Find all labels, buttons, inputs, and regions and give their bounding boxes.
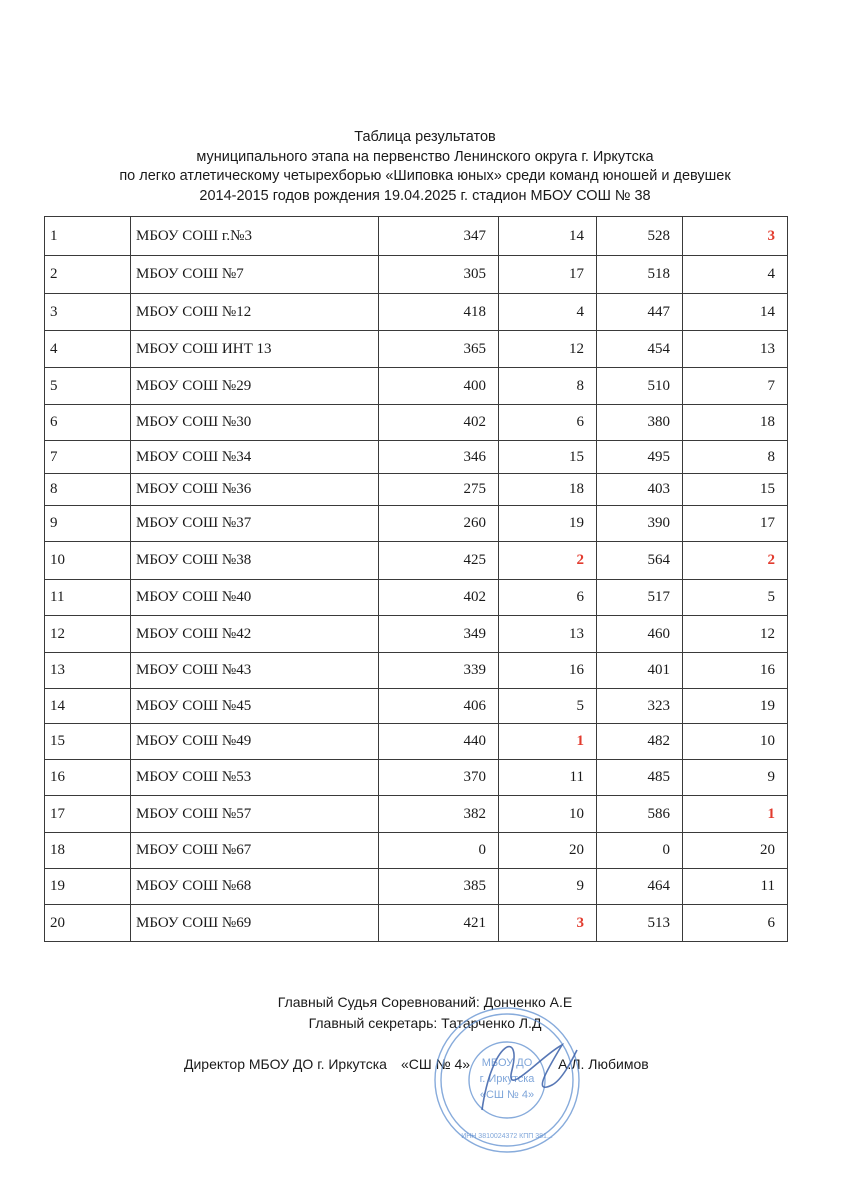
row-number: 10	[45, 542, 131, 580]
girls-place: 11	[683, 869, 788, 905]
boys-place: 11	[499, 760, 597, 796]
school-name: МБОУ СОШ №38	[131, 542, 379, 580]
girls-score: 517	[597, 580, 683, 616]
school-name: МБОУ СОШ №69	[131, 905, 379, 942]
school-name: МБОУ СОШ №42	[131, 616, 379, 653]
boys-place: 8	[499, 368, 597, 405]
table-row	[45, 580, 788, 616]
row-number: 7	[45, 441, 131, 474]
girls-place: 13	[683, 331, 788, 368]
girls-score: 586	[597, 796, 683, 833]
boys-score: 402	[379, 580, 499, 616]
document-header	[0, 128, 850, 206]
girls-score: 464	[597, 869, 683, 905]
girls-place: 14	[683, 294, 788, 331]
boys-score: 370	[379, 760, 499, 796]
boys-score: 260	[379, 506, 499, 542]
boys-score: 385	[379, 869, 499, 905]
boys-place: 3	[499, 905, 597, 942]
girls-score: 528	[597, 217, 683, 256]
girls-place: 12	[683, 616, 788, 653]
boys-place: 12	[499, 331, 597, 368]
table-row	[45, 724, 788, 760]
girls-place: 2	[683, 542, 788, 580]
boys-score: 339	[379, 653, 499, 689]
girls-place: 20	[683, 833, 788, 869]
girls-score: 513	[597, 905, 683, 942]
boys-score: 425	[379, 542, 499, 580]
school-name: МБОУ СОШ №29	[131, 368, 379, 405]
boys-place: 15	[499, 441, 597, 474]
school-name: МБОУ СОШ №12	[131, 294, 379, 331]
row-number: 1	[45, 217, 131, 256]
boys-place: 13	[499, 616, 597, 653]
table-row	[45, 796, 788, 833]
girls-score: 564	[597, 542, 683, 580]
boys-score: 347	[379, 217, 499, 256]
school-name: МБОУ СОШ №37	[131, 506, 379, 542]
school-name: МБОУ СОШ г.№3	[131, 217, 379, 256]
seal-text-1: МБОУ ДО	[481, 1057, 533, 1069]
row-number: 17	[45, 796, 131, 833]
boys-place: 10	[499, 796, 597, 833]
seal-text-2: г. Иркутска	[479, 1073, 535, 1085]
row-number: 5	[45, 368, 131, 405]
boys-place: 9	[499, 869, 597, 905]
row-number: 11	[45, 580, 131, 616]
school-name: МБОУ СОШ №7	[131, 256, 379, 294]
boys-score: 0	[379, 833, 499, 869]
girls-score: 510	[597, 368, 683, 405]
table-row	[45, 616, 788, 653]
row-number: 3	[45, 294, 131, 331]
girls-place: 17	[683, 506, 788, 542]
row-number: 13	[45, 653, 131, 689]
girls-place: 16	[683, 653, 788, 689]
girls-place: 6	[683, 905, 788, 942]
row-number: 2	[45, 256, 131, 294]
girls-place: 10	[683, 724, 788, 760]
school-name: МБОУ СОШ №30	[131, 405, 379, 441]
school-name: МБОУ СОШ №53	[131, 760, 379, 796]
table-row	[45, 542, 788, 580]
school-name: МБОУ СОШ №57	[131, 796, 379, 833]
girls-score: 447	[597, 294, 683, 331]
school-name: МБОУ СОШ №68	[131, 869, 379, 905]
boys-score: 418	[379, 294, 499, 331]
table-row	[45, 506, 788, 542]
boys-score: 382	[379, 796, 499, 833]
boys-place: 19	[499, 506, 597, 542]
table-row	[45, 833, 788, 869]
table-row	[45, 294, 788, 331]
boys-place: 14	[499, 217, 597, 256]
boys-place: 18	[499, 474, 597, 506]
girls-place: 1	[683, 796, 788, 833]
girls-place: 9	[683, 760, 788, 796]
official-seal	[412, 1000, 602, 1160]
boys-score: 421	[379, 905, 499, 942]
director-name: А.Л. Любимов	[558, 1056, 649, 1072]
boys-score: 406	[379, 689, 499, 724]
girls-score: 390	[597, 506, 683, 542]
girls-place: 15	[683, 474, 788, 506]
school-name: МБОУ СОШ №43	[131, 653, 379, 689]
boys-place: 6	[499, 405, 597, 441]
boys-score: 349	[379, 616, 499, 653]
director-org: Директор МБОУ ДО г. Иркутска	[184, 1056, 387, 1072]
boys-score: 440	[379, 724, 499, 760]
boys-score: 275	[379, 474, 499, 506]
table-row	[45, 441, 788, 474]
boys-score: 365	[379, 331, 499, 368]
girls-place: 5	[683, 580, 788, 616]
results-table-body	[45, 217, 788, 942]
school-name: МБОУ СОШ №49	[131, 724, 379, 760]
school-name: МБОУ СОШ №34	[131, 441, 379, 474]
results-table	[44, 216, 788, 942]
header-date-venue: 2014-2015 годов рождения 19.04.2025 г. стадион МБОУ СОШ № 38	[199, 187, 651, 204]
boys-place: 17	[499, 256, 597, 294]
girls-place: 3	[683, 217, 788, 256]
girls-score: 518	[597, 256, 683, 294]
row-number: 18	[45, 833, 131, 869]
school-name: МБОУ СОШ ИНТ 13	[131, 331, 379, 368]
row-number: 12	[45, 616, 131, 653]
chief-secretary-line: Главный секретарь: Татарченко Л.Д	[308, 1015, 542, 1031]
header-subtitle: муниципального этапа на первенство Ленинского округа г. Иркутска	[196, 148, 654, 165]
row-number: 19	[45, 869, 131, 905]
boys-score: 305	[379, 256, 499, 294]
boys-place: 16	[499, 653, 597, 689]
row-number: 4	[45, 331, 131, 368]
table-row	[45, 689, 788, 724]
row-number: 16	[45, 760, 131, 796]
seal-text-3: «СШ № 4»	[479, 1089, 535, 1101]
boys-place: 4	[499, 294, 597, 331]
boys-score: 346	[379, 441, 499, 474]
girls-place: 8	[683, 441, 788, 474]
school-name: МБОУ СОШ №40	[131, 580, 379, 616]
girls-score: 460	[597, 616, 683, 653]
boys-place: 5	[499, 689, 597, 724]
girls-score: 485	[597, 760, 683, 796]
table-row	[45, 256, 788, 294]
table-row	[45, 331, 788, 368]
seal-text-bottom: ИНН 3810024372 КПП 381...	[461, 1133, 553, 1140]
table-row	[45, 405, 788, 441]
chief-judge-line: Главный Судья Соревнований: Донченко А.Е	[277, 994, 573, 1010]
director-school: «СШ № 4»	[400, 1056, 471, 1072]
girls-score: 403	[597, 474, 683, 506]
table-row	[45, 905, 788, 942]
row-number: 15	[45, 724, 131, 760]
girls-place: 7	[683, 368, 788, 405]
girls-score: 482	[597, 724, 683, 760]
row-number: 14	[45, 689, 131, 724]
girls-place: 19	[683, 689, 788, 724]
boys-score: 400	[379, 368, 499, 405]
girls-score: 0	[597, 833, 683, 869]
girls-score: 401	[597, 653, 683, 689]
table-row	[45, 760, 788, 796]
girls-score: 323	[597, 689, 683, 724]
girls-place: 4	[683, 256, 788, 294]
girls-place: 18	[683, 405, 788, 441]
row-number: 9	[45, 506, 131, 542]
table-row	[45, 653, 788, 689]
header-title: Таблица результатов	[354, 129, 496, 145]
boys-place: 1	[499, 724, 597, 760]
row-number: 6	[45, 405, 131, 441]
girls-score: 380	[597, 405, 683, 441]
row-number: 8	[45, 474, 131, 506]
girls-score: 454	[597, 331, 683, 368]
table-row	[45, 474, 788, 506]
header-event: по легко атлетическому четырехборью «Шиповка юных» среди команд юношей и девушек	[119, 168, 731, 184]
row-number: 20	[45, 905, 131, 942]
table-row	[45, 869, 788, 905]
boys-place: 2	[499, 542, 597, 580]
girls-score: 495	[597, 441, 683, 474]
boys-place: 20	[499, 833, 597, 869]
school-name: МБОУ СОШ №67	[131, 833, 379, 869]
boys-place: 6	[499, 580, 597, 616]
table-row	[45, 368, 788, 405]
school-name: МБОУ СОШ №45	[131, 689, 379, 724]
table-row	[45, 217, 788, 256]
school-name: МБОУ СОШ №36	[131, 474, 379, 506]
boys-score: 402	[379, 405, 499, 441]
